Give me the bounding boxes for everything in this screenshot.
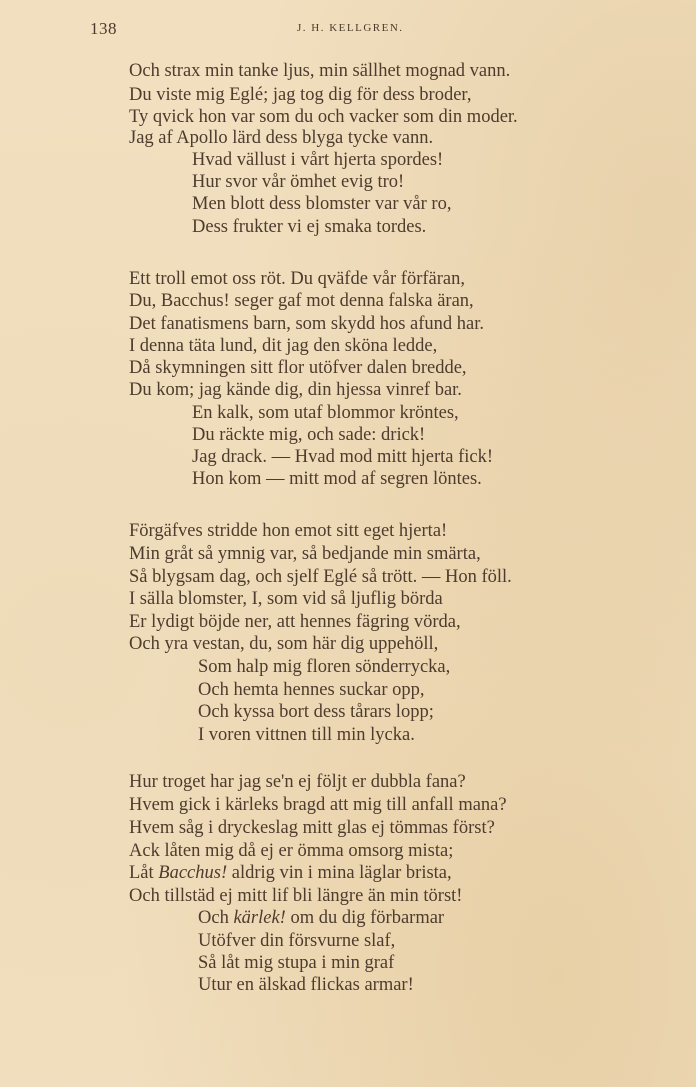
verse-line: Hur svor vår ömhet evig tro! xyxy=(192,172,405,192)
verse-line: Du räckte mig, och sade: drick! xyxy=(192,425,426,445)
verse-line: Det fanatismens barn, som skydd hos afund har. xyxy=(129,314,485,334)
page-number: 138 xyxy=(90,19,117,38)
verse-line: Dess frukter vi ej smaka tordes. xyxy=(192,217,427,237)
verse-line: Jag drack. — Hvad mod mitt hjerta fick! xyxy=(192,447,494,467)
verse-line: Hvem såg i dryckeslag mitt glas ej tömmas först? xyxy=(129,818,495,838)
verse-line: I denna täta lund, dit jag den sköna ledde, xyxy=(129,336,438,356)
verse-line: En kalk, som utaf blommor kröntes, xyxy=(192,403,459,423)
running-head: J. H. KELLGREN. xyxy=(297,22,404,34)
verse-line: Och kyssa bort dess tårars lopp; xyxy=(198,702,434,722)
verse-line: Som halp mig floren sönderrycka, xyxy=(198,657,451,677)
verse-line: Och yra vestan, du, som här dig uppehöll, xyxy=(129,634,439,654)
verse-line: Så låt mig stupa i min graf xyxy=(198,953,395,973)
verse-line: Men blott dess blomster var vår ro, xyxy=(192,194,452,214)
verse-line: Förgäfves stridde hon emot sitt eget hjerta! xyxy=(129,521,448,541)
verse-line: Er lydigt böjde ner, att hennes fägring vörda, xyxy=(129,612,461,632)
verse-line: Ett troll emot oss röt. Du qväfde vår förfäran, xyxy=(129,269,465,289)
verse-line: Ty qvick hon var som du och vacker som din moder. xyxy=(129,107,518,127)
verse-line: Då skymningen sitt flor utöfver dalen bredde, xyxy=(129,358,467,378)
verse-line: Jag af Apollo lärd dess blyga tycke vann. xyxy=(129,128,434,148)
verse-line: I sälla blomster, I, som vid så ljuflig börda xyxy=(129,589,443,609)
verse-line: Och tillstäd ej mitt lif bli längre än min törst! xyxy=(129,886,463,906)
verse-line xyxy=(129,862,452,884)
verse-line: Utur en älskad flickas armar! xyxy=(198,975,414,995)
verse-line: Och strax min tanke ljus, min sällhet mognad vann. xyxy=(129,61,511,81)
verse-line: Du viste mig Eglé; jag tog dig för dess broder, xyxy=(129,85,472,105)
verse-line: Hvad vällust i vårt hjerta spordes! xyxy=(192,150,444,170)
verse-line: Hvem gick i kärleks bragd att mig till anfall mana? xyxy=(129,795,507,815)
verse-text: om du dig förbarmar xyxy=(290,908,445,928)
verse-line: I voren vittnen till min lycka. xyxy=(198,725,415,745)
verse-emphasis: kärlek! xyxy=(233,908,286,928)
verse-text: Låt xyxy=(129,863,154,883)
verse-line: Du kom; jag kände dig, din hjessa vinref bar. xyxy=(129,380,462,400)
verse-line: Utöfver din försvurne slaf, xyxy=(198,931,396,951)
verse-line: Min gråt så ymnig var, så bedjande min smärta, xyxy=(129,544,481,564)
verse-text: Och xyxy=(198,908,229,928)
verse-line: Så blygsam dag, och sjelf Eglé så trött. — Hon föll. xyxy=(129,567,512,587)
verse-line: Ack låten mig då ej er ömma omsorg mista; xyxy=(129,841,454,861)
page-header xyxy=(0,19,696,41)
verse-line: Och hemta hennes suckar opp, xyxy=(198,680,425,700)
verse-text: aldrig vin i mina läglar brista, xyxy=(231,863,452,883)
verse-line: Hur troget har jag se'n ej följt er dubbla fana? xyxy=(129,772,466,792)
verse-emphasis: Bacchus! xyxy=(158,863,228,883)
verse-line: Du, Bacchus! seger gaf mot denna falska äran, xyxy=(129,291,474,311)
verse-line xyxy=(198,907,444,929)
verse-line: Hon kom — mitt mod af segren löntes. xyxy=(192,469,482,489)
